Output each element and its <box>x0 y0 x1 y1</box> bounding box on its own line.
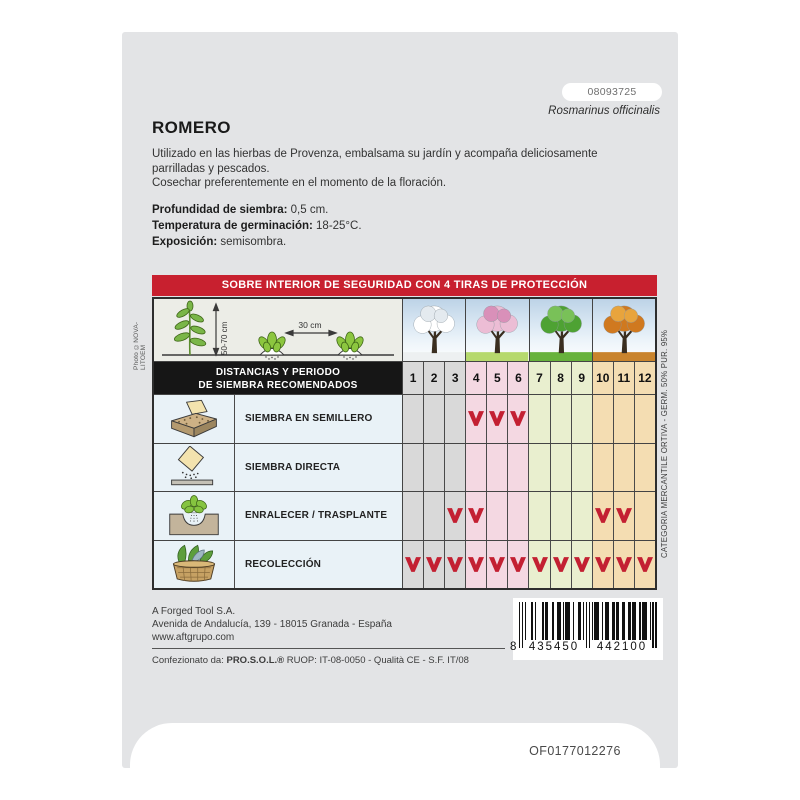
month-cell-3 <box>444 492 465 540</box>
month-cell-10 <box>592 444 613 492</box>
month-cell-5 <box>486 541 507 589</box>
check-icon <box>468 508 484 523</box>
description-line: parrilladas y pescados. <box>152 162 270 175</box>
month-cell-9 <box>571 541 592 589</box>
spring-tree-icon <box>466 299 528 361</box>
barcode-bar <box>613 602 614 640</box>
month-cell-7 <box>528 541 549 589</box>
spec-exposure <box>152 234 362 250</box>
month-header-2: 2 <box>423 362 444 394</box>
month-header-12: 12 <box>634 362 655 394</box>
season-autumn <box>592 299 655 361</box>
month-cell-2 <box>423 395 444 443</box>
page-title: ROMERO <box>152 118 231 137</box>
month-header-6: 6 <box>507 362 528 394</box>
month-cell-11 <box>613 444 634 492</box>
month-cell-5 <box>486 444 507 492</box>
summer-tree-icon <box>530 299 592 361</box>
barcode-digit-group: 8 <box>510 641 517 653</box>
month-header-9: 9 <box>571 362 592 394</box>
month-cell-1 <box>403 444 423 492</box>
check-icon <box>447 508 463 523</box>
month-header-5: 5 <box>486 362 507 394</box>
month-cell-8 <box>550 541 571 589</box>
barcode-bar <box>592 602 593 640</box>
harvest-basket-icon <box>166 543 222 585</box>
winter-tree-icon <box>403 299 465 361</box>
month-header-7: 7 <box>528 362 549 394</box>
month-cell-8 <box>550 492 571 540</box>
seasons-strip <box>402 299 655 362</box>
barcode-bar <box>597 602 598 640</box>
row-months <box>402 492 655 540</box>
company-website: www.aftgrupo.com <box>152 632 235 643</box>
row-label: SIEMBRA EN SEMILLERO <box>234 395 402 443</box>
spec-depth-label: Profundidad de siembra: <box>152 204 288 216</box>
season-spring <box>465 299 528 361</box>
seed-tray-icon <box>166 398 222 440</box>
check-icon <box>616 508 632 523</box>
month-header-3: 3 <box>444 362 465 394</box>
check-icon <box>447 557 463 572</box>
month-header-8: 8 <box>550 362 571 394</box>
season-winter <box>403 299 465 361</box>
barcode-bar <box>573 602 574 640</box>
barcode-bar <box>652 602 653 648</box>
company-name: A Forged Tool S.A. <box>152 606 236 617</box>
month-cell-12 <box>634 492 655 540</box>
month-cell-2 <box>423 444 444 492</box>
sowing-calendar <box>152 297 657 590</box>
month-cell-9 <box>571 395 592 443</box>
month-cell-1 <box>403 492 423 540</box>
security-banner: SOBRE INTERIOR DE SEGURIDAD CON 4 TIRAS DE PROTECCIÓN <box>152 275 657 296</box>
calendar-title-line1: DISTANCIAS Y PERIODO <box>215 367 341 378</box>
month-cell-7 <box>528 492 549 540</box>
barcode-bar <box>583 602 584 640</box>
packager-name: PRO.S.O.L.® <box>226 655 285 666</box>
barcode-bar <box>532 602 533 640</box>
code-badge: 08093725 <box>562 83 662 101</box>
transplant-icon <box>166 495 222 537</box>
row-months <box>402 541 655 589</box>
barcode-bar <box>525 602 526 640</box>
month-cell-3 <box>444 395 465 443</box>
company-address: Avenida de Andalucía, 139 - 18015 Granada - España <box>152 619 392 630</box>
spec-exposure-value: semisombra. <box>217 236 287 248</box>
month-cell-2 <box>423 492 444 540</box>
check-icon <box>426 557 442 572</box>
description-line: Cosechar preferentemente en el momento de la floración. <box>152 177 447 189</box>
barcode-bar <box>535 602 536 640</box>
check-icon <box>595 557 611 572</box>
month-cell-5 <box>486 395 507 443</box>
month-cell-2 <box>423 541 444 589</box>
month-cell-5 <box>486 492 507 540</box>
spec-temperature <box>152 218 362 234</box>
check-icon <box>553 557 569 572</box>
row-label: ENRALECER / TRASPLANTE <box>234 492 402 540</box>
month-cell-8 <box>550 444 571 492</box>
month-cell-11 <box>613 395 634 443</box>
check-icon <box>489 411 505 426</box>
check-icon <box>489 557 505 572</box>
months-header <box>402 362 655 394</box>
check-icon <box>468 557 484 572</box>
month-cell-12 <box>634 395 655 443</box>
month-cell-4 <box>465 395 486 443</box>
check-icon <box>468 411 484 426</box>
barcode-bar <box>650 602 651 640</box>
packager-line <box>152 655 469 666</box>
barcode-bar <box>580 602 581 640</box>
calendar-title-line2: DE SIEMBRA RECOMENDADOS <box>198 380 358 391</box>
month-cell-6 <box>507 395 528 443</box>
spec-exposure-label: Exposición: <box>152 236 218 248</box>
month-cell-3 <box>444 541 465 589</box>
season-summer <box>529 299 592 361</box>
month-cell-9 <box>571 444 592 492</box>
spec-temperature-label: Temperatura de germinación: <box>152 220 313 232</box>
spec-depth <box>152 202 362 218</box>
barcode-bar <box>639 602 640 640</box>
month-cell-4 <box>465 492 486 540</box>
month-cell-1 <box>403 541 423 589</box>
month-cell-12 <box>634 444 655 492</box>
barcode-bar <box>552 602 553 640</box>
month-cell-6 <box>507 492 528 540</box>
check-icon <box>637 557 653 572</box>
check-icon <box>595 508 611 523</box>
check-icon <box>532 557 548 572</box>
barcode-bar <box>542 602 543 640</box>
barcode <box>510 598 663 660</box>
month-cell-6 <box>507 444 528 492</box>
barcode-bar <box>602 602 603 640</box>
month-cell-7 <box>528 444 549 492</box>
category-side-note: CATEGORIA MERCANTILE ORTIVA - GERM. 50% PUR. 95% <box>660 329 669 558</box>
check-icon <box>574 557 590 572</box>
description-line: Utilizado en las hierbas de Provenza, embalsama su jardín y acompaña deliciosamente <box>152 148 598 160</box>
description <box>152 147 652 191</box>
barcode-digit-group: 435450 <box>528 641 580 653</box>
month-cell-1 <box>403 395 423 443</box>
month-header-11: 11 <box>613 362 634 394</box>
barcode-bar <box>589 602 590 648</box>
transplant-icon <box>154 492 234 540</box>
row-months <box>402 444 655 492</box>
seed-packet-icon <box>166 446 222 488</box>
plant-spacing-label: 30 cm <box>298 320 322 330</box>
autumn-tree-icon <box>593 299 655 361</box>
month-cell-10 <box>592 541 613 589</box>
latin-name: Rosmarinus officinalis <box>548 105 660 117</box>
company-info <box>152 605 392 644</box>
seed-packet-icon <box>154 444 234 492</box>
month-cell-4 <box>465 541 486 589</box>
barcode-bar <box>645 602 646 640</box>
barcode-digit-group: 442100 <box>596 641 648 653</box>
table-row <box>154 491 655 540</box>
check-icon <box>510 557 526 572</box>
seed-tray-icon <box>154 395 234 443</box>
packager-prefix: Confezionato da: <box>152 655 227 666</box>
packager-info: RUOP: IT-08-0050 - Qualità CE - S.F. IT/08 <box>284 655 469 666</box>
barcode-bar <box>635 602 636 640</box>
month-cell-12 <box>634 541 655 589</box>
batch-code: OF0177012276 <box>529 744 621 758</box>
barcode-bar <box>563 602 564 640</box>
month-cell-11 <box>613 492 634 540</box>
month-header-10: 10 <box>592 362 613 394</box>
table-row <box>154 540 655 589</box>
barcode-bar <box>519 602 520 648</box>
table-row <box>154 394 655 443</box>
barcode-bar <box>568 602 569 640</box>
check-icon <box>616 557 632 572</box>
calendar-title <box>154 362 402 394</box>
month-header-4: 4 <box>465 362 486 394</box>
barcode-bar <box>607 602 608 640</box>
harvest-basket-icon <box>154 541 234 589</box>
month-cell-8 <box>550 395 571 443</box>
barcode-bar <box>560 602 561 640</box>
month-header-1: 1 <box>403 362 423 394</box>
barcode-bar <box>547 602 548 640</box>
seed-packet-card <box>122 32 678 768</box>
row-months <box>402 395 655 443</box>
plant-spacing-illustration <box>154 299 402 362</box>
plant-height-label: 50-70 cm <box>220 321 229 355</box>
month-cell-4 <box>465 444 486 492</box>
photo-credit: Photo ©NOVA-LITOEM <box>133 321 147 370</box>
table-row <box>154 443 655 492</box>
month-cell-10 <box>592 395 613 443</box>
spacing-diagram-icon <box>154 299 402 362</box>
sowing-specs <box>152 202 362 250</box>
month-cell-6 <box>507 541 528 589</box>
month-cell-7 <box>528 395 549 443</box>
barcode-bar <box>623 602 624 640</box>
check-icon <box>405 557 421 572</box>
month-cell-3 <box>444 444 465 492</box>
barcode-bar <box>629 602 630 640</box>
check-icon <box>510 411 526 426</box>
row-label: RECOLECCIÓN <box>234 541 402 589</box>
divider <box>152 648 505 649</box>
month-cell-9 <box>571 492 592 540</box>
row-label: SIEMBRA DIRECTA <box>234 444 402 492</box>
barcode-bar <box>655 602 656 648</box>
barcode-bar <box>618 602 619 640</box>
spec-temperature-value: 18-25°C. <box>312 220 362 232</box>
month-cell-10 <box>592 492 613 540</box>
spec-depth-value: 0,5 cm. <box>287 204 329 216</box>
month-cell-11 <box>613 541 634 589</box>
barcode-bar <box>586 602 587 648</box>
